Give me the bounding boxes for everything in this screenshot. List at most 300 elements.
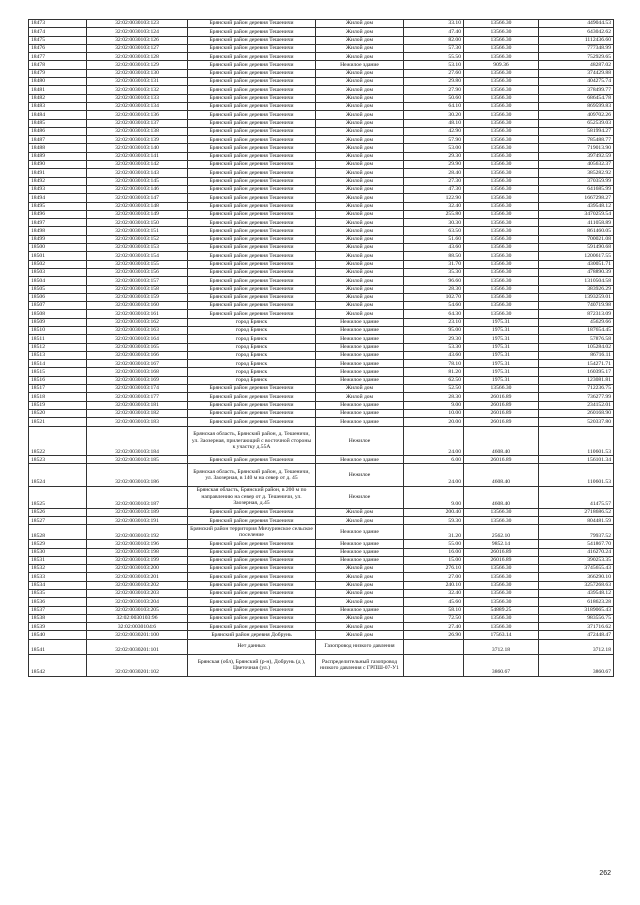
object-type-cell: Жилой дом bbox=[316, 20, 404, 28]
row-number-cell: 18516 bbox=[29, 376, 87, 384]
area-cell: 43.60 bbox=[404, 351, 464, 359]
cadastral-number-cell: 32:02:0030103:163 bbox=[87, 326, 188, 334]
cadastral-value-cell: 3745655.43 bbox=[539, 565, 614, 573]
area-cell: 35.30 bbox=[404, 268, 464, 276]
cadastral-value-cell: 110601.53 bbox=[539, 464, 614, 486]
table-row bbox=[29, 456, 614, 464]
cadastral-value-cell: 777348.99 bbox=[539, 44, 614, 52]
specific-value-cell: 13566.30 bbox=[464, 293, 539, 301]
area-cell: 42.90 bbox=[404, 127, 464, 135]
specific-value-cell: 3860.67 bbox=[464, 654, 539, 676]
cadastral-number-cell: 32:02:0030103:127 bbox=[87, 44, 188, 52]
row-number-cell: 18518 bbox=[29, 393, 87, 401]
cadastral-value-cell: 41475.57 bbox=[539, 486, 614, 508]
cadastral-number-cell: 32:02:0030201:102 bbox=[87, 654, 188, 676]
address-cell: Брянский район деревня Тешеничи bbox=[188, 235, 316, 243]
row-number-cell: 18495 bbox=[29, 202, 87, 210]
area-cell bbox=[404, 654, 464, 676]
cadastral-number-cell: 32:02:0030103:160 bbox=[87, 302, 188, 310]
cadastral-number-cell: 32:02:0030103:131 bbox=[87, 78, 188, 86]
cadastral-number-cell: 32:02:0030103:182 bbox=[87, 409, 188, 417]
row-number-cell: 18487 bbox=[29, 136, 87, 144]
cadastral-number-cell: 32:02:0030103:165 bbox=[87, 343, 188, 351]
specific-value-cell: 26016.89 bbox=[464, 456, 539, 464]
cadastral-value-cell: 79937.52 bbox=[539, 525, 614, 540]
address-cell: Брянский район деревня Тешеничи bbox=[188, 78, 316, 86]
address-cell: город Брянск bbox=[188, 343, 316, 351]
address-cell: Брянский район деревня Тешеничи bbox=[188, 119, 316, 127]
object-type-cell: Жилой дом bbox=[316, 169, 404, 177]
row-number-cell: 18492 bbox=[29, 177, 87, 185]
cadastral-value-cell: 541867.70 bbox=[539, 540, 614, 548]
cadastral-value-cell: 712236.75 bbox=[539, 385, 614, 393]
object-type-cell: Нежилое bbox=[316, 486, 404, 508]
area-cell: 64.10 bbox=[404, 102, 464, 110]
table-row bbox=[29, 53, 614, 61]
table-row bbox=[29, 318, 614, 326]
specific-value-cell: 13566.30 bbox=[464, 185, 539, 193]
address-cell: Нет данных bbox=[188, 639, 316, 654]
object-type-cell: Жилой дом bbox=[316, 44, 404, 52]
cadastral-number-cell: 32:02:0030103:202 bbox=[87, 581, 188, 589]
row-number-cell: 18533 bbox=[29, 573, 87, 581]
address-cell: Брянский район деревня Тешеничи bbox=[188, 418, 316, 426]
table-row bbox=[29, 78, 614, 86]
address-cell: Брянский район деревня Тешеничи bbox=[188, 44, 316, 52]
row-number-cell: 18528 bbox=[29, 525, 87, 540]
area-cell: 64.30 bbox=[404, 310, 464, 318]
area-cell: 122.90 bbox=[404, 194, 464, 202]
area-cell: 276.10 bbox=[404, 565, 464, 573]
area-cell: 47.30 bbox=[404, 185, 464, 193]
cadastral-value-cell: 581994.27 bbox=[539, 127, 614, 135]
area-cell: 51.60 bbox=[404, 235, 464, 243]
cadastral-value-cell: 641685.99 bbox=[539, 185, 614, 193]
table-row bbox=[29, 127, 614, 135]
area-cell: 27.00 bbox=[404, 573, 464, 581]
area-cell: 63.50 bbox=[404, 227, 464, 235]
area-cell: 50.60 bbox=[404, 94, 464, 102]
address-cell: Брянский район деревня Тешеничи bbox=[188, 456, 316, 464]
table-row bbox=[29, 28, 614, 36]
address-cell: Брянский район деревня Тешеничи bbox=[188, 614, 316, 622]
area-cell: 45.60 bbox=[404, 598, 464, 606]
row-number-cell: 18511 bbox=[29, 335, 87, 343]
row-number-cell: 18486 bbox=[29, 127, 87, 135]
area-cell: 57.30 bbox=[404, 44, 464, 52]
row-number-cell: 18498 bbox=[29, 227, 87, 235]
specific-value-cell: 13566.30 bbox=[464, 385, 539, 393]
area-cell: 32.40 bbox=[404, 202, 464, 210]
cadastral-value-cell: 1667298.27 bbox=[539, 194, 614, 202]
object-type-cell: Жилой дом bbox=[316, 293, 404, 301]
specific-value-cell: 13566.30 bbox=[464, 169, 539, 177]
cadastral-value-cell: 1112436.60 bbox=[539, 36, 614, 44]
object-type-cell: Жилой дом bbox=[316, 102, 404, 110]
specific-value-cell: 13566.30 bbox=[464, 285, 539, 293]
object-type-cell: Нежилое здание bbox=[316, 606, 404, 614]
cadastral-value-cell: 439548.12 bbox=[539, 589, 614, 597]
cadastral-number-cell: 32:02:0030103:129 bbox=[87, 61, 188, 69]
specific-value-cell: 26016.89 bbox=[464, 418, 539, 426]
object-type-cell: Жилой дом bbox=[316, 393, 404, 401]
address-cell: город Брянск bbox=[188, 335, 316, 343]
row-number-cell: 18482 bbox=[29, 94, 87, 102]
object-type-cell: Жилой дом bbox=[316, 244, 404, 252]
area-cell: 28.30 bbox=[404, 285, 464, 293]
cadastral-value-cell: 105284.02 bbox=[539, 343, 614, 351]
cadastral-number-cell: 32:02:0030103:130 bbox=[87, 69, 188, 77]
object-type-cell: Жилой дом bbox=[316, 86, 404, 94]
table-row bbox=[29, 508, 614, 516]
area-cell: 16.00 bbox=[404, 548, 464, 556]
address-cell: Брянский район деревня Тешеничи bbox=[188, 548, 316, 556]
row-number-cell: 18527 bbox=[29, 517, 87, 525]
table-row bbox=[29, 293, 614, 301]
table-row bbox=[29, 302, 614, 310]
cadastral-number-cell: 32:02:0030103:177 bbox=[87, 393, 188, 401]
area-cell: 55.50 bbox=[404, 53, 464, 61]
table-row bbox=[29, 202, 614, 210]
table-row bbox=[29, 418, 614, 426]
object-type-cell: Жилой дом bbox=[316, 614, 404, 622]
specific-value-cell: 13566.30 bbox=[464, 53, 539, 61]
table-row bbox=[29, 144, 614, 152]
specific-value-cell: 13566.30 bbox=[464, 152, 539, 160]
row-number-cell: 18539 bbox=[29, 623, 87, 631]
address-cell: Брянский район деревня Тешеничи bbox=[188, 194, 316, 202]
registry-sheet bbox=[28, 19, 613, 677]
object-type-cell: Жилой дом bbox=[316, 631, 404, 639]
specific-value-cell: 13566.30 bbox=[464, 144, 539, 152]
area-cell: 78.10 bbox=[404, 360, 464, 368]
row-number-cell: 18502 bbox=[29, 260, 87, 268]
cadastral-number-cell: 32:02:0030103:153 bbox=[87, 244, 188, 252]
object-type-cell: Газопровод низкого давления bbox=[316, 639, 404, 654]
cadastral-number-cell: 32:02:0030103:186 bbox=[87, 464, 188, 486]
address-cell: Брянский район деревня Тешеничи bbox=[188, 53, 316, 61]
row-number-cell: 18504 bbox=[29, 277, 87, 285]
area-cell: 24.00 bbox=[404, 464, 464, 486]
cadastral-value-cell: 234152.01 bbox=[539, 401, 614, 409]
specific-value-cell: 1975.31 bbox=[464, 376, 539, 384]
cadastral-number-cell: 32:02:0030103:192 bbox=[87, 525, 188, 540]
specific-value-cell: 13566.30 bbox=[464, 119, 539, 127]
table-row bbox=[29, 360, 614, 368]
row-number-cell: 18483 bbox=[29, 102, 87, 110]
table-row bbox=[29, 310, 614, 318]
area-cell: 6.00 bbox=[404, 456, 464, 464]
address-cell: Брянский район деревня Тешеничи bbox=[188, 517, 316, 525]
table-row bbox=[29, 86, 614, 94]
row-number-cell: 18480 bbox=[29, 78, 87, 86]
table-row bbox=[29, 376, 614, 384]
specific-value-cell: 13566.30 bbox=[464, 508, 539, 516]
cadastral-value-cell: 390253.35 bbox=[539, 556, 614, 564]
cadastral-value-cell: 156101.34 bbox=[539, 456, 614, 464]
cadastral-value-cell: 983556.75 bbox=[539, 614, 614, 622]
specific-value-cell: 3712.18 bbox=[464, 639, 539, 654]
area-cell: 88.50 bbox=[404, 252, 464, 260]
table-row bbox=[29, 525, 614, 540]
row-number-cell: 18522 bbox=[29, 426, 87, 456]
address-cell: Брянский район деревня Тешеничи bbox=[188, 310, 316, 318]
cadastral-value-cell: 3189065.43 bbox=[539, 606, 614, 614]
cadastral-value-cell: 686454.78 bbox=[539, 94, 614, 102]
address-cell: Брянский район деревня Тешеничи bbox=[188, 565, 316, 573]
row-number-cell: 18473 bbox=[29, 20, 87, 28]
object-type-cell: Жилой дом bbox=[316, 78, 404, 86]
cadastral-value-cell: 416270.24 bbox=[539, 548, 614, 556]
row-number-cell: 18534 bbox=[29, 581, 87, 589]
address-cell: Брянский район деревня Тешеничи bbox=[188, 61, 316, 69]
area-cell: 200.40 bbox=[404, 508, 464, 516]
cadastral-value-cell: 397492.59 bbox=[539, 152, 614, 160]
specific-value-cell: 1975.31 bbox=[464, 368, 539, 376]
cadastral-number-cell: 32:02:0030103:147 bbox=[87, 194, 188, 202]
specific-value-cell: 13566.30 bbox=[464, 210, 539, 218]
object-type-cell: Жилой дом bbox=[316, 235, 404, 243]
row-number-cell: 18532 bbox=[29, 565, 87, 573]
cadastral-value-cell: 123081.81 bbox=[539, 376, 614, 384]
area-cell: 72.50 bbox=[404, 614, 464, 622]
cadastral-number-cell: 32:02:0030103:200 bbox=[87, 565, 188, 573]
cadastral-number-cell: 32:02:0030103:157 bbox=[87, 277, 188, 285]
area-cell: 30.30 bbox=[404, 219, 464, 227]
cadastral-number-cell: 32:02:0030103:134 bbox=[87, 102, 188, 110]
specific-value-cell: 9852.14 bbox=[464, 540, 539, 548]
address-cell: город Брянск bbox=[188, 351, 316, 359]
table-row bbox=[29, 426, 614, 456]
object-type-cell: Распределительный газопровод низкого давления с ГРПШ-07-У1 bbox=[316, 654, 404, 676]
address-cell: Брянская область, Брянский район, д. Тешеничи, ул. Заозерная, прилегающий с восточной стороны к участку д.55А bbox=[188, 426, 316, 456]
object-type-cell: Жилой дом bbox=[316, 260, 404, 268]
cadastral-number-cell: 32:02:0030103:152 bbox=[87, 235, 188, 243]
table-row bbox=[29, 517, 614, 525]
cadastral-number-cell: 32:02:0030103:204 bbox=[87, 598, 188, 606]
cadastral-value-cell: 3470259.54 bbox=[539, 210, 614, 218]
object-type-cell: Жилой дом bbox=[316, 227, 404, 235]
specific-value-cell: 13566.30 bbox=[464, 44, 539, 52]
address-cell: Брянский район деревня Тешеничи bbox=[188, 227, 316, 235]
address-cell: Брянский район деревня Тешеничи bbox=[188, 94, 316, 102]
area-cell: 27.30 bbox=[404, 177, 464, 185]
row-number-cell: 18523 bbox=[29, 456, 87, 464]
area-cell: 59.30 bbox=[404, 517, 464, 525]
table-row bbox=[29, 581, 614, 589]
cadastral-value-cell: 3712.18 bbox=[539, 639, 614, 654]
cadastral-number-cell: 32:02:0030103:150 bbox=[87, 219, 188, 227]
row-number-cell: 18484 bbox=[29, 111, 87, 119]
cadastral-value-cell: 1393259.01 bbox=[539, 293, 614, 301]
address-cell: Брянский район деревня Тешеничи bbox=[188, 111, 316, 119]
address-cell: Брянский район деревня Тешеничи bbox=[188, 556, 316, 564]
cadastral-number-cell: 32:02:0030103:96 bbox=[87, 614, 188, 622]
address-cell: город Брянск bbox=[188, 360, 316, 368]
table-row bbox=[29, 44, 614, 52]
table-row bbox=[29, 556, 614, 564]
cadastral-number-cell: 32:02:0030103:132 bbox=[87, 86, 188, 94]
cadastral-number-cell: 32:02:0030103:168 bbox=[87, 368, 188, 376]
row-number-cell: 18513 bbox=[29, 351, 87, 359]
cadastral-number-cell: 32:02:0030103:136 bbox=[87, 111, 188, 119]
row-number-cell: 18501 bbox=[29, 252, 87, 260]
address-cell: Брянский район деревня Тешеничи bbox=[188, 136, 316, 144]
specific-value-cell: 13566.30 bbox=[464, 94, 539, 102]
page-number: 262 bbox=[599, 870, 611, 877]
table-row bbox=[29, 368, 614, 376]
address-cell: город Брянск bbox=[188, 368, 316, 376]
cadastral-number-cell: 32:02:0030103:137 bbox=[87, 119, 188, 127]
address-cell: Брянский район территория Мичуринское сельское поселение bbox=[188, 525, 316, 540]
cadastral-number-cell: 32:02:0030103:198 bbox=[87, 548, 188, 556]
area-cell: 15.00 bbox=[404, 556, 464, 564]
object-type-cell: Нежилое здание bbox=[316, 540, 404, 548]
row-number-cell: 18476 bbox=[29, 44, 87, 52]
object-type-cell: Нежилое здание bbox=[316, 61, 404, 69]
specific-value-cell: 13566.30 bbox=[464, 127, 539, 135]
table-row bbox=[29, 598, 614, 606]
cadastral-number-cell: 32:02:0030103:181 bbox=[87, 401, 188, 409]
address-cell: город Брянск bbox=[188, 318, 316, 326]
specific-value-cell: 13566.30 bbox=[464, 161, 539, 169]
cadastral-number-cell: 32:02:0030103:149 bbox=[87, 210, 188, 218]
specific-value-cell: 1975.31 bbox=[464, 326, 539, 334]
cadastral-value-cell: 736277.99 bbox=[539, 393, 614, 401]
row-number-cell: 18524 bbox=[29, 464, 87, 486]
object-type-cell: Жилой дом bbox=[316, 310, 404, 318]
row-number-cell: 18489 bbox=[29, 152, 87, 160]
cadastral-number-cell: 32:02:0030103:169 bbox=[87, 376, 188, 384]
cadastral-value-cell: 405632.37 bbox=[539, 161, 614, 169]
object-type-cell: Жилой дом bbox=[316, 252, 404, 260]
cadastral-number-cell: 32:02:0030103:189 bbox=[87, 508, 188, 516]
table-row bbox=[29, 20, 614, 28]
object-type-cell: Жилой дом bbox=[316, 573, 404, 581]
object-type-cell: Жилой дом bbox=[316, 36, 404, 44]
cadastral-number-cell: 32:02:0030103:161 bbox=[87, 310, 188, 318]
object-type-cell: Жилой дом bbox=[316, 268, 404, 276]
row-number-cell: 18478 bbox=[29, 61, 87, 69]
specific-value-cell: 4608.40 bbox=[464, 486, 539, 508]
area-cell: 29.90 bbox=[404, 161, 464, 169]
table-row bbox=[29, 351, 614, 359]
row-number-cell: 18514 bbox=[29, 360, 87, 368]
table-row bbox=[29, 285, 614, 293]
cadastral-value-cell: 3860.67 bbox=[539, 654, 614, 676]
address-cell: Брянский район деревня Тешеничи bbox=[188, 185, 316, 193]
table-row bbox=[29, 573, 614, 581]
area-cell: 57.90 bbox=[404, 136, 464, 144]
object-type-cell: Жилой дом bbox=[316, 69, 404, 77]
specific-value-cell: 13566.30 bbox=[464, 69, 539, 77]
specific-value-cell: 13566.30 bbox=[464, 277, 539, 285]
specific-value-cell: 2562.10 bbox=[464, 525, 539, 540]
area-cell: 27.90 bbox=[404, 86, 464, 94]
object-type-cell: Жилой дом bbox=[316, 508, 404, 516]
cadastral-number-cell: 32:02:0030103:126 bbox=[87, 36, 188, 44]
row-number-cell: 18509 bbox=[29, 318, 87, 326]
object-type-cell: Жилой дом bbox=[316, 565, 404, 573]
address-cell: Брянская (обл), Брянский (р-н), Добрунь (д ), Цветочная (ул.) bbox=[188, 654, 316, 676]
specific-value-cell: 13566.30 bbox=[464, 202, 539, 210]
address-cell: Брянский район деревня Тешеничи bbox=[188, 161, 316, 169]
cadastral-value-cell: 404275.74 bbox=[539, 78, 614, 86]
table-row bbox=[29, 244, 614, 252]
area-cell: 29.30 bbox=[404, 335, 464, 343]
cadastral-number-cell: 32:02:0030201:101 bbox=[87, 639, 188, 654]
cadastral-value-cell: 472448.47 bbox=[539, 631, 614, 639]
cadastral-value-cell: 160395.17 bbox=[539, 368, 614, 376]
area-cell: 27.60 bbox=[404, 69, 464, 77]
cadastral-value-cell: 411058.89 bbox=[539, 219, 614, 227]
specific-value-cell: 26016.89 bbox=[464, 393, 539, 401]
row-number-cell: 18496 bbox=[29, 210, 87, 218]
address-cell: Брянский район деревня Тешеничи bbox=[188, 202, 316, 210]
specific-value-cell: 26016.89 bbox=[464, 556, 539, 564]
row-number-cell: 18494 bbox=[29, 194, 87, 202]
table-row bbox=[29, 252, 614, 260]
cadastral-number-cell: 32:02:0030103:199 bbox=[87, 556, 188, 564]
cadastral-value-cell: 154271.71 bbox=[539, 360, 614, 368]
specific-value-cell: 13566.30 bbox=[464, 623, 539, 631]
object-type-cell: Жилой дом bbox=[316, 111, 404, 119]
table-row bbox=[29, 185, 614, 193]
address-cell: Брянский район деревня Тешеничи bbox=[188, 268, 316, 276]
row-number-cell: 18497 bbox=[29, 219, 87, 227]
object-type-cell: Жилой дом bbox=[316, 144, 404, 152]
row-number-cell: 18477 bbox=[29, 53, 87, 61]
area-cell: 240.10 bbox=[404, 581, 464, 589]
address-cell: город Брянск bbox=[188, 376, 316, 384]
area-cell: 9.00 bbox=[404, 401, 464, 409]
cadastral-value-cell: 740719.98 bbox=[539, 302, 614, 310]
area-cell: 47.40 bbox=[404, 28, 464, 36]
row-number-cell: 18530 bbox=[29, 548, 87, 556]
object-type-cell: Жилой дом bbox=[316, 589, 404, 597]
table-row bbox=[29, 194, 614, 202]
object-type-cell: Нежилое здание bbox=[316, 418, 404, 426]
object-type-cell: Жилой дом bbox=[316, 94, 404, 102]
area-cell: 95.00 bbox=[404, 326, 464, 334]
cadastral-value-cell: 1310504.58 bbox=[539, 277, 614, 285]
cadastral-value-cell: 752929.65 bbox=[539, 53, 614, 61]
address-cell: Брянский район деревня Тешеничи bbox=[188, 252, 316, 260]
specific-value-cell: 26016.89 bbox=[464, 401, 539, 409]
cadastral-number-cell: 32:02:0030103:156 bbox=[87, 268, 188, 276]
object-type-cell: Жилой дом bbox=[316, 285, 404, 293]
specific-value-cell: 13566.30 bbox=[464, 244, 539, 252]
cadastral-value-cell: 45629.66 bbox=[539, 318, 614, 326]
cadastral-number-cell: 32:02:0030103:148 bbox=[87, 202, 188, 210]
address-cell: Брянский район деревня Тешеничи bbox=[188, 144, 316, 152]
cadastral-value-cell: 643042.62 bbox=[539, 28, 614, 36]
specific-value-cell: 13566.30 bbox=[464, 268, 539, 276]
cadastral-value-cell: 785488.77 bbox=[539, 136, 614, 144]
cadastral-value-cell: 430051.71 bbox=[539, 260, 614, 268]
table-row bbox=[29, 614, 614, 622]
object-type-cell: Жилой дом bbox=[316, 161, 404, 169]
row-number-cell: 18526 bbox=[29, 508, 87, 516]
row-number-cell: 18531 bbox=[29, 556, 87, 564]
specific-value-cell: 13566.30 bbox=[464, 598, 539, 606]
area-cell: 43.60 bbox=[404, 244, 464, 252]
address-cell: Брянский район деревня Тешеничи bbox=[188, 28, 316, 36]
cadastral-number-cell: 32:02:0030103:159 bbox=[87, 293, 188, 301]
row-number-cell: 18519 bbox=[29, 401, 87, 409]
table-row bbox=[29, 486, 614, 508]
object-type-cell: Жилой дом bbox=[316, 623, 404, 631]
